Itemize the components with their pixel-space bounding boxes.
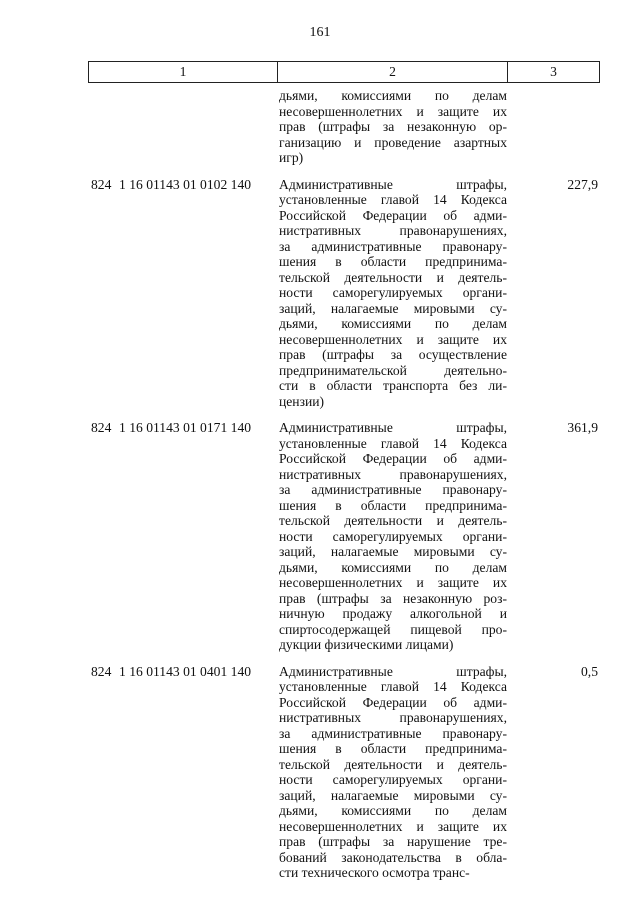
amount-cell: 227,9 (567, 176, 598, 192)
description-line: прав (штрафы за осуществление (279, 347, 507, 362)
description-line: сти в области транспорта без ли- (279, 378, 507, 393)
description-line: дьями, комиссиями по делам (279, 803, 507, 818)
amount-cell: 361,9 (567, 420, 598, 435)
description-cell (277, 88, 507, 166)
table-row-continuation (88, 88, 600, 166)
description-line: ности саморегулируемых органи- (279, 285, 507, 300)
description-line: прав (штрафы за незаконную ор- (279, 119, 507, 134)
description-line: Административные штрафы, (279, 176, 507, 192)
description-line: дьями, комиссиями по делам (279, 88, 507, 103)
description-line: несовершеннолетних и защите их (279, 818, 507, 834)
description-line: спиртосодержащей пищевой про- (279, 621, 507, 637)
description-line: Российской Федерации об адми- (279, 207, 507, 223)
admin-code: 824 (91, 420, 112, 435)
table-header (88, 61, 600, 83)
description-line: сти технического осмотра транс- (279, 865, 470, 880)
page-number: 161 (309, 25, 331, 40)
budget-classification-code: 1 16 01143 01 0401 140 (119, 663, 252, 679)
description-line: ности саморегулируемых органи- (279, 528, 507, 544)
description-line: Российской Федерации об адми- (279, 451, 507, 466)
description-line: игр) (279, 150, 304, 165)
table-body (88, 88, 600, 892)
description-line: нистративных правонарушениях, (279, 710, 507, 725)
description-line: за административные правонару- (279, 725, 507, 741)
description-line: прав (штрафы за незаконную роз- (279, 590, 507, 606)
description-line: заций, налагаемые мировыми су- (279, 544, 507, 559)
description-cell (277, 664, 507, 881)
description-line: нистративных правонарушениях, (279, 466, 507, 482)
description-line: установленные главой 14 Кодекса (279, 435, 507, 451)
table-row (88, 664, 600, 881)
code-cell (88, 664, 277, 881)
description-line: за административные правонару- (279, 482, 507, 497)
description-line: ничную продажу алкогольной и (279, 606, 507, 621)
description-line: дукции физическими лицами) (279, 637, 454, 652)
description-line: прав (штрафы за нарушение тре- (279, 834, 507, 849)
description-line: Российской Федерации об адми- (279, 694, 507, 710)
description-line: тельской деятельности и деятель- (279, 756, 507, 772)
table-row (88, 420, 600, 653)
description-line: заций, налагаемые мировыми су- (279, 787, 507, 803)
amount-cell (507, 88, 600, 166)
description-line: установленные главой 14 Кодекса (279, 192, 507, 207)
description-line: ности саморегулируемых органи- (279, 772, 507, 787)
description-line: тельской деятельности и деятель- (279, 269, 507, 285)
description-line: заций, налагаемые мировыми су- (279, 300, 507, 316)
admin-code: 824 (91, 176, 112, 192)
description-line: за административные правонару- (279, 238, 507, 254)
header-col-2: 2 (278, 62, 508, 82)
description-line: ганизацию и проведение азартных (279, 134, 507, 150)
budget-classification-code: 1 16 01143 01 0102 140 (119, 176, 252, 192)
description-cell (277, 177, 507, 410)
description-line: несовершеннолетних и защите их (279, 331, 507, 347)
description-line: дьями, комиссиями по делам (279, 559, 507, 575)
description-line: предпринимательской деятельно- (279, 362, 507, 378)
description-line: цензии) (279, 393, 325, 409)
code-cell (88, 88, 277, 166)
description-line: дьями, комиссиями по делам (279, 316, 507, 331)
table-row (88, 177, 600, 410)
description-line: несовершеннолетних и защите их (279, 575, 507, 590)
description-line: шения в области предпринима- (279, 497, 507, 513)
description-line: несовершеннолетних и защите их (279, 103, 507, 119)
description-line: бований законодательства в обла- (279, 849, 507, 865)
description-line: тельской деятельности и деятель- (279, 513, 507, 528)
description-line: шения в области предпринима- (279, 741, 507, 756)
code-cell (88, 177, 277, 410)
budget-classification-code: 1 16 01143 01 0171 140 (119, 420, 252, 435)
amount-cell: 0,5 (581, 663, 598, 679)
header-col-3: 3 (550, 64, 557, 79)
description-line: Административные штрафы, (279, 663, 507, 679)
description-line: нистративных правонарушениях, (279, 223, 507, 238)
code-cell (88, 420, 277, 653)
description-line: шения в области предпринима- (279, 254, 507, 269)
admin-code: 824 (91, 663, 112, 679)
header-col-1: 1 (89, 62, 278, 82)
description-line: установленные главой 14 Кодекса (279, 679, 507, 694)
description-cell (277, 420, 507, 653)
description-line: Административные штрафы, (279, 420, 507, 435)
